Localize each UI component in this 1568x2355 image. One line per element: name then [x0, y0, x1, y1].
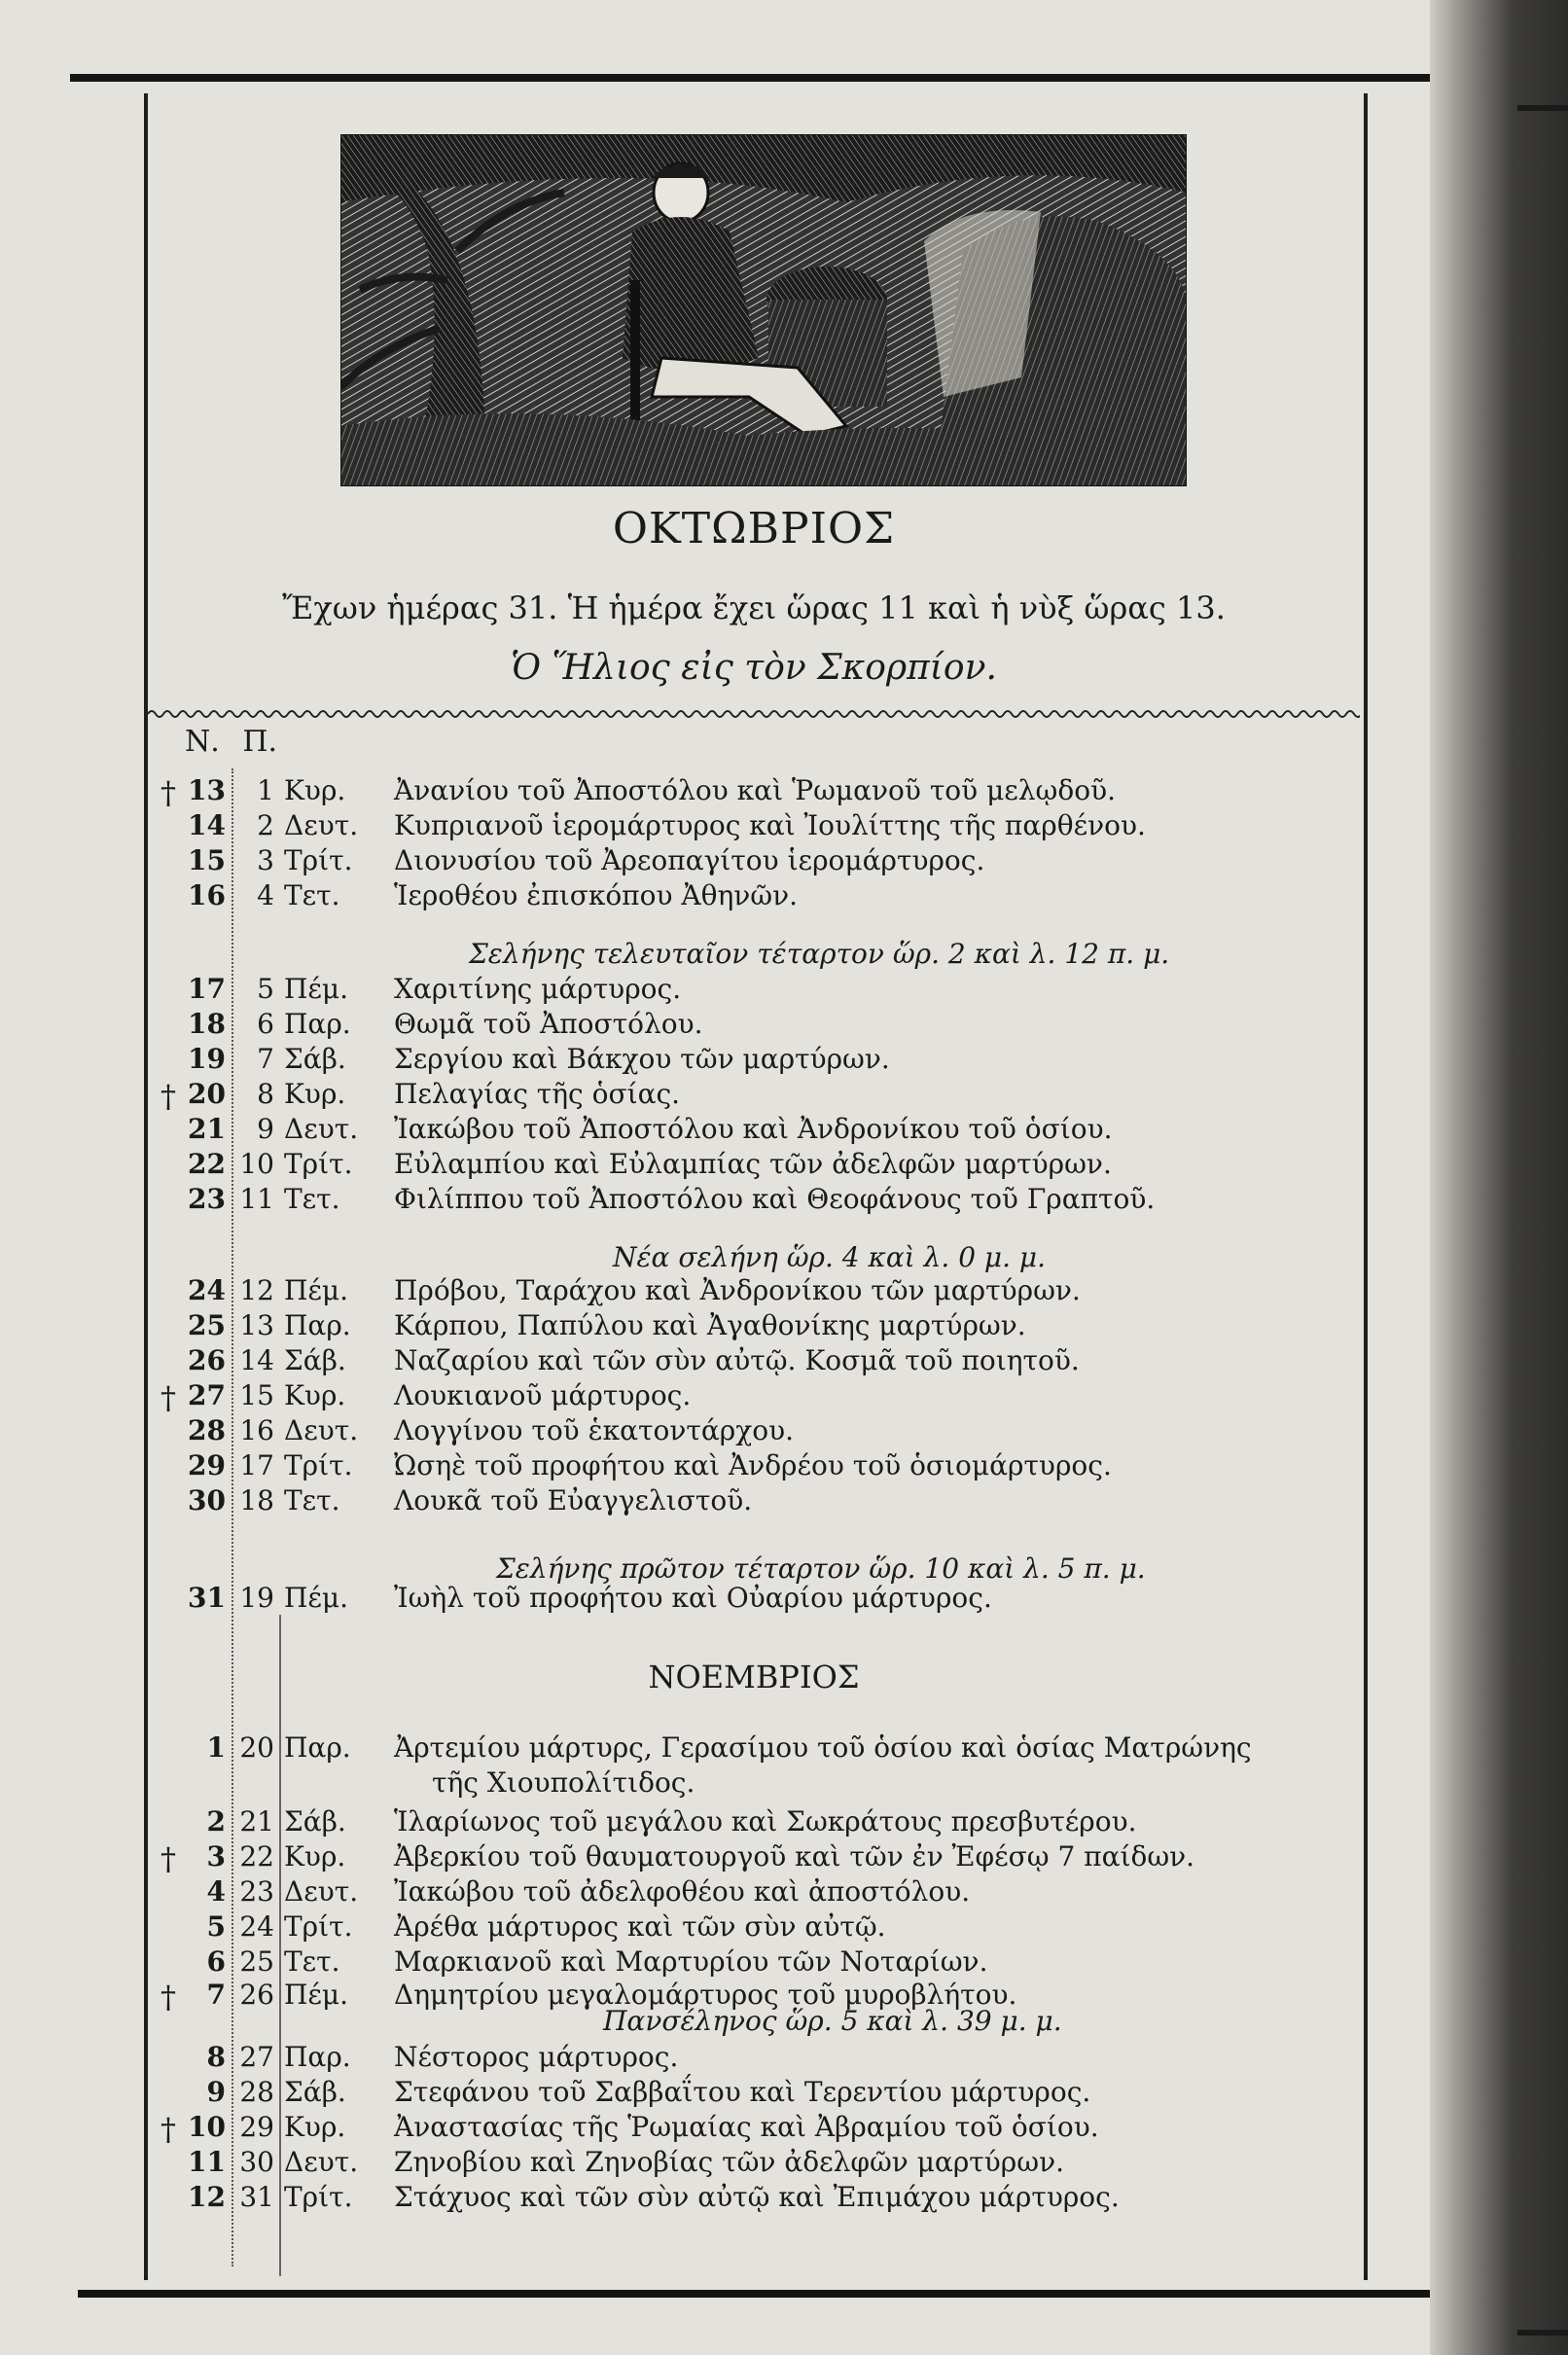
- day-new-style: 24: [188, 1274, 226, 1306]
- day-old-style: 5: [257, 973, 274, 1005]
- weekday: Τρίτ.: [284, 1148, 353, 1180]
- saint-commemoration: Ἰακώβου τοῦ ἀδελφοθέου καὶ ἀποστόλου.: [394, 1875, 971, 1908]
- cross-mark: †: [160, 1078, 176, 1115]
- weekday: Σάβ.: [284, 1805, 346, 1838]
- weekday: Τρίτ.: [284, 1449, 353, 1481]
- weekday: Τετ.: [284, 1183, 340, 1215]
- moon-phase: Σελήνης πρῶτον τέταρτον ὥρ. 10 καὶ λ. 5 π. μ.: [496, 1552, 1146, 1585]
- saint-commemoration: Κάρπου, Παπύλου καὶ Ἀγαθονίκης μαρτύρων.: [394, 1309, 1026, 1341]
- saint-commemoration: Ἰακώβου τοῦ Ἀποστόλου καὶ Ἀνδρονίκου τοῦ ὁσίου.: [394, 1113, 1113, 1145]
- weekday: Κυρ.: [284, 2111, 346, 2143]
- saint-commemoration: Ζηνοβίου καὶ Ζηνοβίας τῶν ἀδελφῶν μαρτύρων.: [394, 2146, 1065, 2178]
- column-divider: [279, 1615, 281, 2276]
- saint-commemoration: Πρόβου, Ταράχου καὶ Ἀνδρονίκου τῶν μαρτύρων.: [394, 1274, 1081, 1306]
- weekday: Κυρ.: [284, 774, 346, 806]
- weekday: Κυρ.: [284, 1078, 346, 1110]
- saint-commemoration: Στάχυος καὶ τῶν σὺν αὐτῷ καὶ Ἐπιμάχου μάρτυρος.: [394, 2181, 1120, 2213]
- weekday: Τρίτ.: [284, 1910, 353, 1943]
- day-old-style: 7: [257, 1043, 274, 1075]
- day-new-style: 13: [188, 774, 226, 806]
- weekday: Τρίτ.: [284, 844, 353, 876]
- saint-commemoration: Πελαγίας τῆς ὁσίας.: [394, 1078, 681, 1110]
- day-new-style: 1: [206, 1731, 226, 1764]
- day-old-style: 12: [239, 1274, 274, 1306]
- day-old-style: 9: [257, 1113, 274, 1145]
- weekday: Τετ.: [284, 879, 340, 911]
- moon-phase: Νέα σελήνη ὥρ. 4 καὶ λ. 0 μ. μ.: [613, 1241, 1047, 1273]
- weekday: Κυρ.: [284, 1379, 346, 1411]
- day-new-style: 27: [188, 1379, 226, 1411]
- weekday: Παρ.: [284, 1731, 351, 1764]
- woodcut-illustration: [340, 134, 1187, 486]
- day-old-style: 22: [239, 1840, 274, 1873]
- day-new-style: 5: [206, 1910, 226, 1943]
- saint-commemoration: Δημητρίου μεγαλομάρτυρος τοῦ μυροβλήτου.: [394, 1979, 1017, 2011]
- day-new-style: 3: [206, 1840, 226, 1873]
- cross-mark: †: [160, 1840, 176, 1877]
- day-old-style: 3: [257, 844, 274, 876]
- saint-commemoration: Στεφάνου τοῦ Σαββαΐτου καὶ Τερεντίου μάρτυρος.: [394, 2076, 1091, 2108]
- saint-commemoration-continued: τῆς Χιουπολίτιδος.: [432, 1766, 695, 1799]
- weekday: Πέμ.: [284, 1274, 349, 1306]
- weekday: Κυρ.: [284, 1840, 346, 1873]
- cross-mark: †: [160, 2111, 176, 2148]
- cross-mark: †: [160, 1379, 176, 1416]
- day-old-style: 25: [239, 1945, 274, 1978]
- day-new-style: 9: [206, 2076, 226, 2108]
- weekday: Δευτ.: [284, 1875, 359, 1908]
- day-old-style: 29: [239, 2111, 274, 2143]
- day-new-style: 30: [188, 1484, 226, 1516]
- weekday: Δευτ.: [284, 1113, 359, 1145]
- day-old-style: 14: [239, 1344, 274, 1376]
- day-old-style: 31: [239, 2181, 274, 2213]
- weekday: Σάβ.: [284, 1043, 346, 1075]
- day-old-style: 21: [239, 1805, 274, 1838]
- day-old-style: 11: [239, 1183, 274, 1215]
- day-old-style: 4: [257, 879, 274, 911]
- day-old-style: 23: [239, 1875, 274, 1908]
- weekday: Τετ.: [284, 1945, 340, 1978]
- day-new-style: 22: [188, 1148, 226, 1180]
- saint-commemoration: Διονυσίου τοῦ Ἀρεοπαγίτου ἱερομάρτυρος.: [394, 844, 985, 876]
- day-new-style: 23: [188, 1183, 226, 1215]
- day-old-style: 26: [239, 1979, 274, 2011]
- weekday: Δευτ.: [284, 2146, 359, 2178]
- day-old-style: 2: [257, 809, 274, 841]
- day-new-style: 6: [206, 1945, 226, 1978]
- day-old-style: 15: [239, 1379, 274, 1411]
- day-new-style: 10: [188, 2111, 226, 2143]
- day-new-style: 7: [206, 1979, 226, 2011]
- day-new-style: 21: [188, 1113, 226, 1145]
- saint-commemoration: Ἀρέθα μάρτυρος καὶ τῶν σὺν αὐτῷ.: [394, 1910, 886, 1943]
- day-new-style: 15: [188, 844, 226, 876]
- day-new-style: 31: [188, 1582, 226, 1614]
- saint-commemoration: Ἀναστασίας τῆς Ῥωμαίας καὶ Ἀβραμίου τοῦ ὁσίου.: [394, 2111, 1099, 2143]
- book-spine-shadow: [1430, 0, 1568, 2355]
- column-headers: [185, 725, 277, 759]
- saint-commemoration: Χαριτίνης μάρτυρος.: [394, 973, 682, 1005]
- day-old-style: 10: [239, 1148, 274, 1180]
- weekday: Παρ.: [284, 1309, 351, 1341]
- bottom-rule: [78, 2290, 1430, 2298]
- saint-commemoration: Εὐλαμπίου καὶ Εὐλαμπίας τῶν ἀδελφῶν μαρτύρων.: [394, 1148, 1112, 1180]
- saint-commemoration: Ἀρτεμίου μάρτυρς, Γερασίμου τοῦ ὁσίου καὶ ὁσίας Ματρώνης: [394, 1731, 1252, 1764]
- day-new-style: 4: [206, 1875, 226, 1908]
- weekday: Πέμ.: [284, 973, 349, 1005]
- saint-commemoration: Μαρκιανοῦ καὶ Μαρτυρίου τῶν Νοταρίων.: [394, 1945, 988, 1978]
- month-title: ΟΚΤΩΒΡΙΟΣ: [612, 504, 896, 553]
- saint-commemoration: Ναζαρίου καὶ τῶν σὺν αὐτῷ. Κοσμᾶ τοῦ ποιητοῦ.: [394, 1344, 1080, 1376]
- weekday: Τετ.: [284, 1484, 340, 1516]
- saint-commemoration: Κυπριανοῦ ἱερομάρτυρος καὶ Ἰουλίττης τῆς παρθένου.: [394, 809, 1146, 841]
- day-old-style: 6: [257, 1008, 274, 1040]
- november-title: ΝΟΕΜΒΡΙΟΣ: [648, 1659, 860, 1695]
- day-new-style: 14: [188, 809, 226, 841]
- day-new-style: 11: [188, 2146, 226, 2178]
- saint-commemoration: Λουκιανοῦ μάρτυρος.: [394, 1379, 692, 1411]
- day-new-style: 18: [188, 1008, 226, 1040]
- day-old-style: 24: [239, 1910, 274, 1943]
- saint-commemoration: Θωμᾶ τοῦ Ἀποστόλου.: [394, 1008, 703, 1040]
- day-old-style: 30: [239, 2146, 274, 2178]
- saint-commemoration: Σεργίου καὶ Βάκχου τῶν μαρτύρων.: [394, 1043, 890, 1075]
- wavy-divider: [148, 704, 1360, 724]
- weekday: Σάβ.: [284, 1344, 346, 1376]
- saint-commemoration: Ἱεροθέου ἐπισκόπου Ἀθηνῶν.: [394, 879, 798, 911]
- spine-mark: [1517, 105, 1568, 111]
- day-new-style: 19: [188, 1043, 226, 1075]
- day-old-style: 28: [239, 2076, 274, 2108]
- saint-commemoration: Νέστορος μάρτυρος.: [394, 2041, 679, 2073]
- day-old-style: 19: [239, 1582, 274, 1614]
- day-new-style: 20: [188, 1078, 226, 1110]
- cross-mark: †: [160, 774, 176, 811]
- top-rule: [70, 74, 1430, 82]
- day-old-style: 18: [239, 1484, 274, 1516]
- day-new-style: 29: [188, 1449, 226, 1481]
- saint-commemoration: Ἱλαρίωνος τοῦ μεγάλου καὶ Σωκράτους πρεσβυτέρου.: [394, 1805, 1137, 1838]
- day-old-style: 27: [239, 2041, 274, 2073]
- day-new-style: 17: [188, 973, 226, 1005]
- weekday: Σάβ.: [284, 2076, 346, 2108]
- day-new-style: 28: [188, 1414, 226, 1446]
- day-new-style: 16: [188, 879, 226, 911]
- day-old-style: 13: [239, 1309, 274, 1341]
- month-info: Ἔχων ἡμέρας 31. Ἡ ἡμέρα ἔχει ὥρας 11 καὶ ἡ νὺξ ὥρας 13.: [282, 589, 1226, 626]
- weekday: Παρ.: [284, 2041, 351, 2073]
- day-old-style: 8: [257, 1078, 274, 1110]
- saint-commemoration: Ἀβερκίου τοῦ θαυματουργοῦ καὶ τῶν ἐν Ἐφέσῳ 7 παίδων.: [394, 1840, 1195, 1873]
- day-new-style: 26: [188, 1344, 226, 1376]
- moon-phase: Σελήνης τελευταῖον τέταρτον ὥρ. 2 καὶ λ. 12 π. μ.: [469, 938, 1170, 970]
- day-old-style: 20: [239, 1731, 274, 1764]
- saint-commemoration: Φιλίππου τοῦ Ἀποστόλου καὶ Θεοφάνους τοῦ Γραπτοῦ.: [394, 1183, 1156, 1215]
- column-n: Ν.: [185, 725, 220, 759]
- moon-phase: Πανσέληνος ὥρ. 5 καὶ λ. 39 μ. μ.: [603, 2005, 1062, 2037]
- day-old-style: 17: [239, 1449, 274, 1481]
- zodiac-line: Ὁ Ἥλιος εἰς τὸν Σκορπίον.: [511, 648, 997, 688]
- day-old-style: 1: [257, 774, 274, 806]
- weekday: Παρ.: [284, 1008, 351, 1040]
- weekday: Δευτ.: [284, 1414, 359, 1446]
- day-old-style: 16: [239, 1414, 274, 1446]
- day-new-style: 12: [188, 2181, 226, 2213]
- weekday: Τρίτ.: [284, 2181, 353, 2213]
- weekday: Πέμ.: [284, 1979, 349, 2011]
- saint-commemoration: Ὠσηὲ τοῦ προφήτου καὶ Ἀνδρέου τοῦ ὁσιομάρτυρος.: [394, 1449, 1112, 1481]
- day-new-style: 8: [206, 2041, 226, 2073]
- saint-commemoration: Λογγίνου τοῦ ἑκατοντάρχου.: [394, 1414, 795, 1446]
- saint-commemoration: Ἰωὴλ τοῦ προφήτου καὶ Οὐαρίου μάρτυρος.: [394, 1582, 992, 1614]
- saint-commemoration: Λουκᾶ τοῦ Εὐαγγελιστοῦ.: [394, 1484, 753, 1516]
- day-new-style: 2: [206, 1805, 226, 1838]
- column-p: Π.: [242, 725, 278, 759]
- saint-commemoration: Ἀνανίου τοῦ Ἀποστόλου καὶ Ῥωμανοῦ τοῦ μελῳδοῦ.: [394, 774, 1116, 806]
- day-new-style: 25: [188, 1309, 226, 1341]
- cross-mark: †: [160, 1979, 176, 2016]
- weekday: Πέμ.: [284, 1582, 349, 1614]
- spine-mark: [1517, 2330, 1568, 2336]
- weekday: Δευτ.: [284, 809, 359, 841]
